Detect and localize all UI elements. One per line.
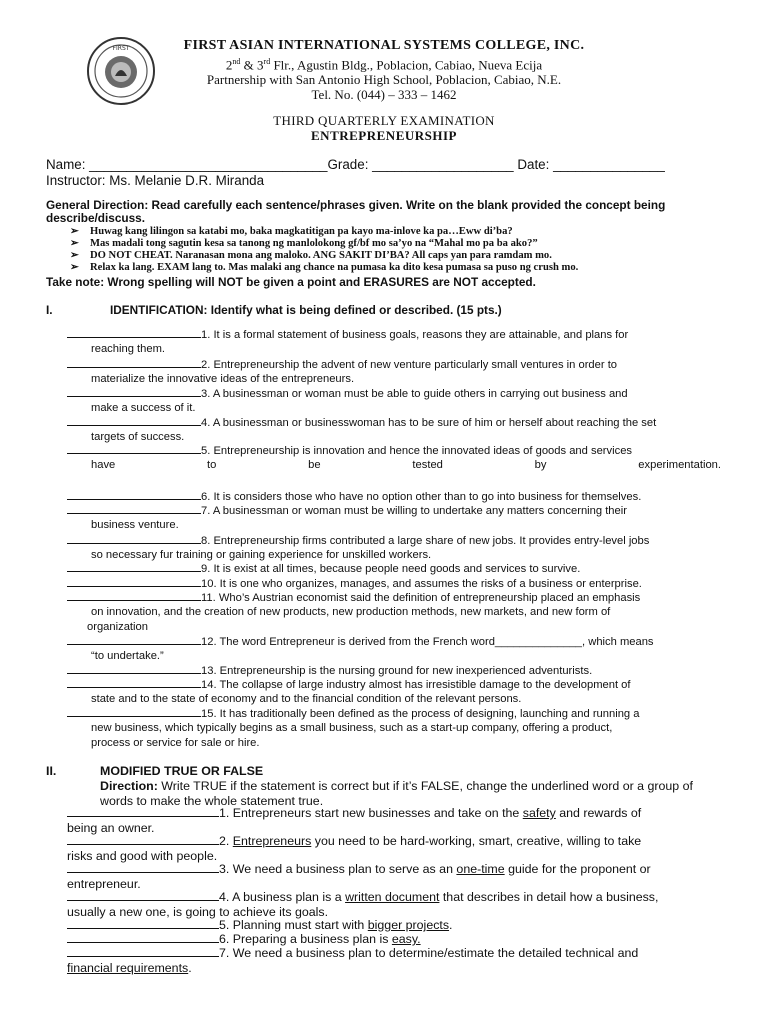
true-false-item: 7. We need a business plan to determine/estimate the detailed technical and financial requirements. xyxy=(67,946,639,975)
true-false-item: 6. Preparing a business plan is easy. xyxy=(67,931,723,947)
identification-item: 8. Entrepreneurship firms contributed a large share of new jobs. It provides entry-level jobs so necessary fur training or gaining experience for unskilled workers. xyxy=(67,533,721,563)
exam-subject: ENTREPRENEURSHIP xyxy=(311,128,457,143)
identification-item: 14. The collapse of large industry almost has irresistible damage to the development of state and to the state of economy and to the financial condition of the relevant persons. xyxy=(67,677,721,707)
answer-blank[interactable] xyxy=(67,663,201,674)
student-fields-line: Name: ________________________________Grade: ___________________ Date: _______________ xyxy=(46,157,665,172)
take-note: Take note: Wrong spelling will NOT be given a point and ERASURES are NOT accepted. xyxy=(46,275,536,289)
svg-text:FIRST: FIRST xyxy=(112,45,130,52)
true-false-direction: Direction: Write TRUE if the statement is correct but if it’s FALSE, change the underlined word or a group of words to make the whole statement true. xyxy=(100,779,693,808)
college-address: 2nd & 3rd Flr., Agustin Bldg., Poblacion, Cabiao, Nueva Ecija xyxy=(225,57,543,73)
answer-blank[interactable] xyxy=(67,327,201,338)
answer-blank[interactable] xyxy=(67,889,219,901)
true-false-item: 3. We need a business plan to serve as an one-time guide for the proponent or entrepreneur. xyxy=(67,862,651,891)
answer-blank[interactable] xyxy=(67,415,201,426)
answer-blank[interactable] xyxy=(67,590,201,601)
arrow-bullet-icon: ➢ xyxy=(70,238,79,249)
letterhead xyxy=(0,38,768,102)
identification-item: 5. Entrepreneurship is innovation and hence the innovated ideas of goods and services have to be tested by experimentation. xyxy=(67,443,721,473)
identification-item: 11. Who’s Austrian economist said the definition of entrepreneurship placed an emphasis on innovation, and the creation of new products, new production methods, new markets, and new form of organization xyxy=(67,590,721,634)
general-direction: General Direction: Read carefully each sentence/phrases given. Write on the blank provided the concept being describe/discuss. xyxy=(46,198,666,225)
answer-blank[interactable] xyxy=(67,677,201,688)
arrow-bullet-icon: ➢ xyxy=(70,262,79,273)
true-false-item: 4. A business plan is a written document that describes in detail how a business, usually a new one, is going to achieve its goals. xyxy=(67,890,659,919)
identification-item: 1. It is a formal statement of business goals, reasons they are attainable, and plans for reaching them. xyxy=(67,327,721,357)
section-heading-true-false: II. MODIFIED TRUE OR FALSE xyxy=(46,764,264,778)
identification-item: 4. A businessman or businesswoman has to be sure of him or herself about reaching the set targets of success. xyxy=(67,415,721,445)
reminder-bullet: ➢ Huwag kang lilingon sa katabi mo, baka magkatitigan pa kayo ma-inlove ka pa…Eww di’ba? xyxy=(70,226,513,237)
identification-item: 15. It has traditionally been defined as the process of designing, launching and running a new business, which typically begins as a small business, such as a start-up company, offering a product, process or service for sale or hire. xyxy=(67,706,721,750)
reminder-bullet: ➢ Mas madali tong sagutin kesa sa tanong ng manlolokong gf/bf mo sa’yo na “Mahal mo pa ba ako?” xyxy=(70,238,538,249)
answer-blank[interactable] xyxy=(67,706,201,717)
answer-blank[interactable] xyxy=(67,833,219,845)
identification-item: 2. Entrepreneurship the advent of new venture particularly small ventures in order to materialize the innovative ideas of the entrepreneurs. xyxy=(67,357,721,387)
answer-blank[interactable] xyxy=(67,503,201,514)
arrow-bullet-icon: ➢ xyxy=(70,226,79,237)
answer-blank[interactable] xyxy=(67,805,219,817)
identification-item: 3. A businessman or woman must be able to guide others in carrying out business and make a success of it. xyxy=(67,386,721,416)
true-false-item: 5. Planning must start with bigger projects. xyxy=(67,917,723,933)
true-false-item: 1. Entrepreneurs start new businesses and take on the safety and rewards of being an owner. xyxy=(67,806,642,835)
answer-blank[interactable] xyxy=(67,634,201,645)
answer-blank[interactable] xyxy=(67,931,219,943)
answer-blank[interactable] xyxy=(67,386,201,397)
answer-blank[interactable] xyxy=(67,533,201,544)
reminder-bullet: ➢ DO NOT CHEAT. Naranasan mona ang maloko. ANG SAKIT DI’BA? All caps yan para ramdam mo. xyxy=(70,250,552,261)
answer-blank[interactable] xyxy=(67,443,201,454)
identification-item: 9. It is exist at all times, because people need goods and services to survive. xyxy=(67,561,721,576)
true-false-item: 2. Entrepreneurs you need to be hard-working, smart, creative, willing to take risks and good with people. xyxy=(67,834,642,863)
answer-blank[interactable] xyxy=(67,917,219,929)
arrow-bullet-icon: ➢ xyxy=(70,250,79,261)
answer-blank[interactable] xyxy=(67,489,201,500)
section-heading-identification: I. IDENTIFICATION: Identify what is being defined or described. (15 pts.) xyxy=(46,303,502,317)
identification-item: 7. A businessman or woman must be willing to undertake any matters concerning their business venture. xyxy=(67,503,721,533)
answer-blank[interactable] xyxy=(67,357,201,368)
identification-item: 10. It is one who organizes, manages, and assumes the risks of a business or enterprise. xyxy=(67,576,721,591)
answer-blank[interactable] xyxy=(67,576,201,587)
partnership-line: Partnership with San Antonio High School, Poblacion, Cabiao, N.E. xyxy=(206,72,562,88)
reminder-bullet: ➢ Relax ka lang. EXAM lang to. Mas malaki ang chance na pumasa ka dito kesa pumasa sa puso ng crush mo. xyxy=(70,262,579,273)
instructor-line: Instructor: Ms. Melanie D.R. Miranda xyxy=(46,173,265,188)
identification-item: 12. The word Entrepreneur is derived from the French word______________, which means “to undertake.” xyxy=(67,634,721,664)
answer-blank[interactable] xyxy=(67,945,219,957)
identification-item: 6. It is considers those who have no option other than to go into business for themselves. xyxy=(67,489,721,504)
answer-blank[interactable] xyxy=(67,861,219,873)
college-name: FIRST ASIAN INTERNATIONAL SYSTEMS COLLEGE, INC. xyxy=(183,38,585,53)
identification-item: 13. Entrepreneurship is the nursing ground for new inexperienced adventurists. xyxy=(67,663,721,678)
answer-blank[interactable] xyxy=(67,561,201,572)
telephone-line: Tel. No. (044) – 333 – 1462 xyxy=(311,87,457,103)
exam-title: THIRD QUARTERLY EXAMINATION xyxy=(273,113,495,128)
